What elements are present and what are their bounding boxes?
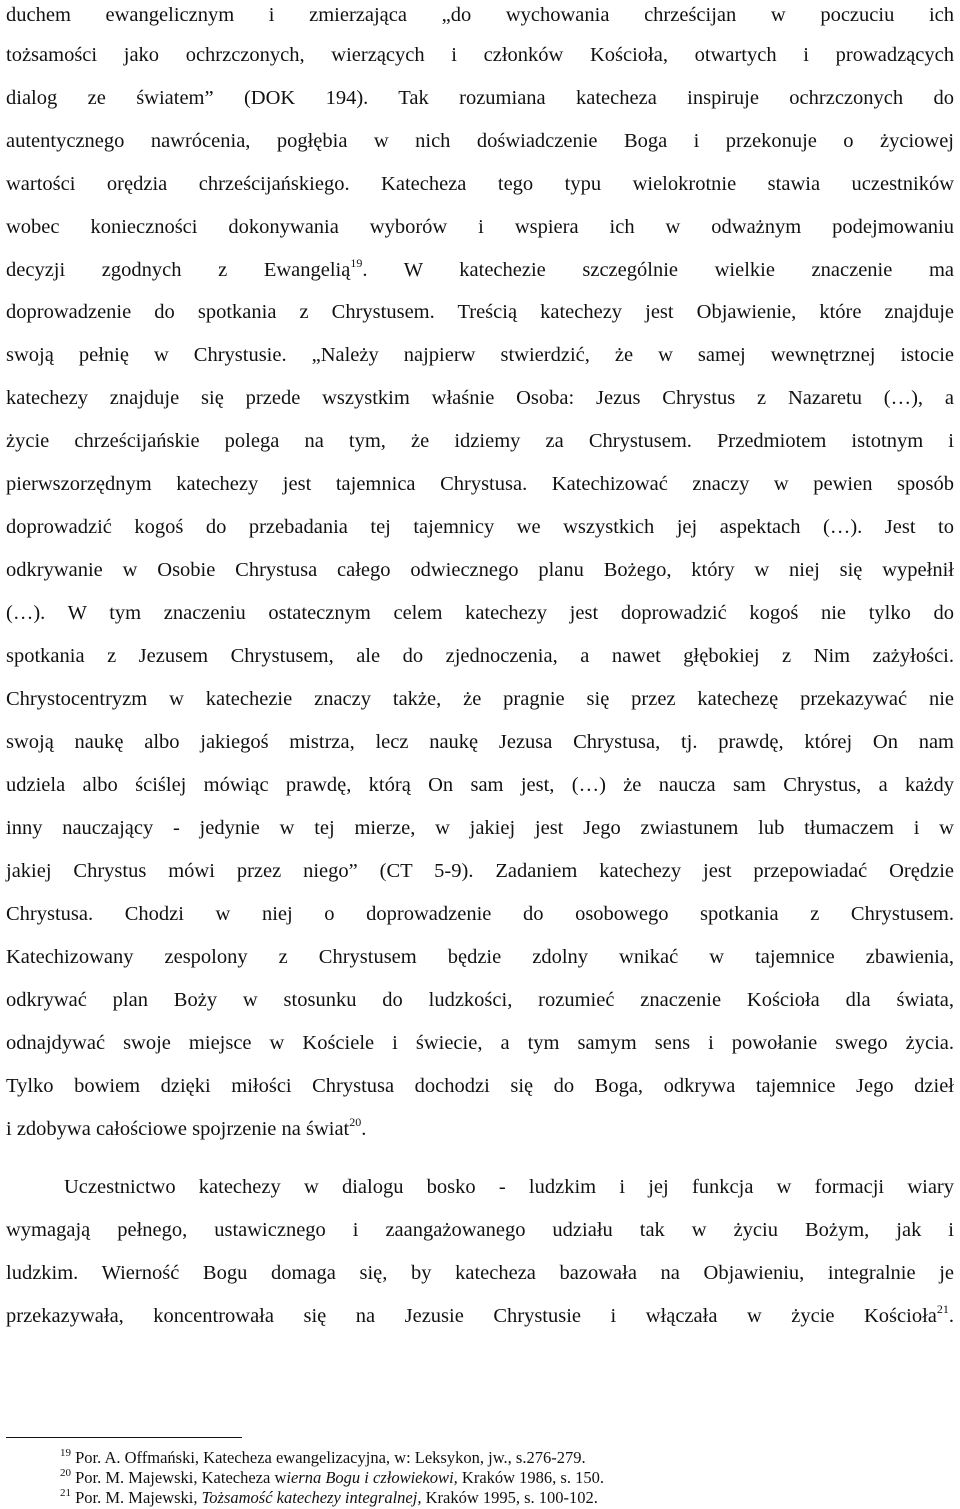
footnote — [60, 1448, 586, 1468]
text-line: dialog ze światem” (DOK 194). Tak rozumiana katecheza inspiruje ochrzczonych do — [6, 87, 954, 109]
text-segment: i zdobywa całościowe spojrzenie na świat — [6, 1118, 350, 1140]
footnote-text: Por. M. Majewski, Katecheza w — [75, 1468, 287, 1487]
text-line: pierwszorzędnym katechezy jest tajemnica Chrystusa. Katechizować znaczy w pewien sposób — [6, 473, 954, 495]
text-line: Chrystusa. Chodzi w niej o doprowadzenie do osobowego spotkania z Chrystusem. — [6, 903, 954, 925]
text-line: odnajdywać swoje miejsce w Kościele i świecie, a tym samym sens i powołanie swego życia. — [6, 1032, 954, 1054]
text-line: Chrystocentryzm w katechezie znaczy także, że pragnie się przez katechezę przekazywać nie — [6, 688, 954, 710]
text-line: katechezy znajduje się przede wszystkim właśnie Osoba: Jezus Chrystus z Nazaretu (…), a — [6, 387, 954, 409]
text-line — [6, 1301, 954, 1331]
text-line: życie chrześcijańskie polega na tym, że idziemy za Chrystusem. Przedmiotem istotnym i — [6, 430, 954, 452]
text-line: wymagają pełnego, ustawicznego i zaangażowanego udziału tak w życiu Bożym, jak i — [6, 1219, 954, 1241]
text-segment: . — [948, 1305, 954, 1327]
footnote-title: ierna Bogu i człowiekowi, — [286, 1468, 458, 1487]
footnote-separator — [6, 1437, 242, 1438]
text-line: Katechizowany zespolony z Chrystusem będzie zdolny wnikać w tajemnice zbawienia, — [6, 946, 954, 968]
text-line: udziela albo ściślej mówiąc prawdę, którą On sam jest, (…) że naucza sam Chrystus, a każdy — [6, 774, 954, 796]
text-line: doprowadzić kogoś do przebadania tej tajemnicy we wszystkich jej aspektach (…). Jest to — [6, 516, 954, 538]
footnote-ref: 21 — [936, 1302, 949, 1316]
footnote-text: Por. A. Offmański, Katecheza ewangelizacyjna, w: Leksykon, jw., s.276-279. — [75, 1448, 586, 1467]
footnote-text: Kraków 1986, s. 150. — [461, 1468, 604, 1487]
text-segment: decyzji zgodnych z Ewangelią — [6, 259, 351, 281]
text-line: spotkania z Jezusem Chrystusem, ale do zjednoczenia, a nawet głębokiej z Nim zażyłości. — [6, 645, 954, 667]
text-line: swoją naukę albo jakiegoś mistrza, lecz naukę Jezusa Chrystusa, tj. prawdę, której On nam — [6, 731, 954, 753]
footnote — [60, 1488, 598, 1508]
document-page — [6, 0, 954, 1509]
text-line — [6, 1114, 954, 1144]
text-line: duchem ewangelicznym i zmierzająca „do wychowania chrześcijan w poczuciu ich — [6, 4, 954, 26]
text-segment: . W katechezie szczególnie wielkie znaczenie ma — [362, 259, 954, 281]
text-line: tożsamości jako ochrzczonych, wierzących i członków Kościoła, otwartych i prowadzących — [6, 44, 954, 66]
text-line: swoją pełnię w Chrystusie. „Należy najpierw stwierdzić, że w samej wewnętrznej istocie — [6, 344, 954, 366]
text-line: doprowadzenie do spotkania z Chrystusem. Treścią katechezy jest Objawienie, które znajduje — [6, 301, 954, 323]
footnote-ref: 19 — [350, 256, 363, 270]
text-line: wobec konieczności dokonywania wyborów i wspiera ich w odważnym podejmowaniu — [6, 216, 954, 238]
footnote-title: Tożsamość katechezy integralnej, — [201, 1488, 422, 1507]
text-segment: . — [361, 1118, 367, 1140]
text-line: Uczestnictwo katechezy w dialogu bosko - ludzkim i jej funkcja w formacji wiary — [64, 1176, 954, 1198]
text-line: jakiej Chrystus mówi przez niego” (CT 5-9). Zadaniem katechezy jest przepowiadać Orędzie — [6, 860, 954, 882]
text-line: inny nauczający - jedynie w tej mierze, w jakiej jest Jego zwiastunem lub tłumaczem i w — [6, 817, 954, 839]
text-line: odkrywać plan Boży w stosunku do ludzkości, rozumieć znaczenie Kościoła dla świata, — [6, 989, 954, 1011]
text-line: (…). W tym znaczeniu ostatecznym celem katechezy jest doprowadzić kogoś nie tylko do — [6, 602, 954, 624]
footnote-ref: 20 — [349, 1115, 362, 1129]
text-line: Tylko bowiem dzięki miłości Chrystusa dochodzi się do Boga, odkrywa tajemnice Jego dzieł — [6, 1075, 954, 1097]
text-line — [6, 255, 954, 285]
footnote-text: Por. M. Majewski, — [75, 1488, 198, 1507]
footnote-number: 19 — [60, 1447, 71, 1459]
footnote — [60, 1468, 604, 1488]
text-line: autentycznego nawrócenia, pogłębia w nich doświadczenie Boga i przekonuje o życiowej — [6, 130, 954, 152]
text-line: wartości orędzia chrześcijańskiego. Katecheza tego typu wielokrotnie stawia uczestników — [6, 173, 954, 195]
footnote-text: Kraków 1995, s. 100-102. — [425, 1488, 598, 1507]
footnote-number: 21 — [60, 1487, 71, 1499]
footnote-number: 20 — [60, 1467, 71, 1479]
text-line: ludzkim. Wierność Bogu domaga się, by katecheza bazowała na Objawieniu, integralnie je — [6, 1262, 954, 1284]
text-segment: przekazywała, koncentrowała się na Jezusie Chrystusie i włączała w życie Kościoła — [6, 1305, 937, 1327]
text-line: odkrywanie w Osobie Chrystusa całego odwiecznego planu Bożego, który w niej się wypełnił — [6, 559, 954, 581]
